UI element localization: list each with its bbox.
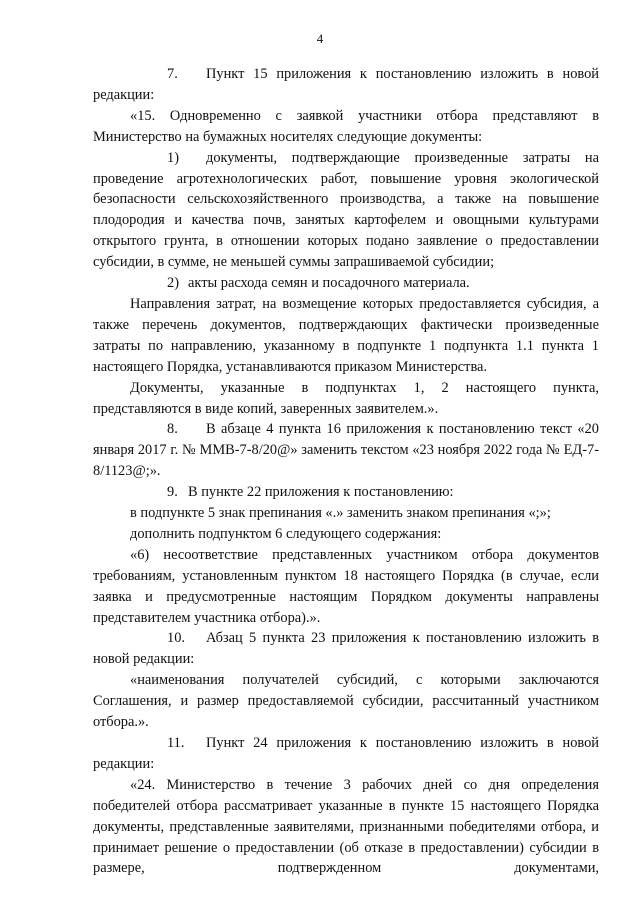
subitem-2: [93, 273, 599, 294]
document-body: [93, 64, 599, 879]
paragraph-9-sub1: в подпункте 5 знак препинания «.» заменить знаком препинания «;»;: [130, 505, 551, 522]
paragraph-text: Абзац 5 пункта 23 приложения к постановлению изложить в новой редакции:: [93, 630, 599, 668]
paragraph-8: [93, 419, 599, 482]
paragraph-10-quote: «наименования получателей субсидий, с которыми заключаются Соглашения, и размер предоставляемой субсидии, рассчитанный участником отбора.».: [93, 672, 599, 731]
paragraph-text: В абзаце 4 пункта 16 приложения к постановлению текст «20 января 2017 г. № ММВ-7-8/20@» заменить текстом «23 ноября 2022 года № ЕД-7-8/1123@;».: [93, 421, 599, 480]
page-number: 4: [316, 31, 324, 46]
paragraph-documents: Документы, указанные в подпунктах 1, 2 настоящего пункта, представляются в виде копий, заверенных заявителем.».: [93, 379, 599, 417]
paragraph-text: Пункт 15 приложения к постановлению изложить в новой редакции:: [93, 66, 599, 103]
paragraph-text: В пункте 22 приложения к постановлению:: [188, 484, 454, 501]
subitem-text: акты расхода семян и посадочного материала.: [188, 275, 470, 292]
paragraph-9-sub2: дополнить подпунктом 6 следующего содержания:: [130, 525, 442, 542]
subitem-number: 1): [167, 149, 179, 166]
paragraph-10: [93, 628, 599, 670]
paragraph-text: Пункт 24 приложения к постановлению изложить в новой редакции:: [93, 735, 599, 772]
item-number: 9.: [167, 484, 178, 501]
paragraph-11: [93, 733, 599, 775]
subitem-text: документы, подтверждающие произведенные затраты на проведение агротехнологических работ, повышение уровня экологической безопасности сельскохозяйственного производства, а также на повышение плодородия и качества почв, занятых картофелем и овощными культурами открытого грунта, в отношении которых подано заявление о предоставлении субсидии, в сумме, не меньшей суммы запрашиваемой субсидии;: [93, 149, 599, 271]
paragraph-7-quote: «15. Одновременно с заявкой участники отбора представляют в Министерство на бумажных носителях следующие документы:: [93, 107, 599, 145]
item-number: 11.: [167, 735, 185, 751]
paragraph-7: [93, 64, 599, 106]
subitem-number: 2): [167, 275, 179, 292]
paragraph-11-quote: «24. Министерство в течение 3 рабочих дней со дня определения победителей отбора рассматривает указанные в пункте 15 настоящего Порядка документы, представленные заявителями, признанными победителями отбора, и принимает решение о предоставлении (об отказе в предоставлении) субсидии в размере, подтвержденном документами,: [93, 776, 599, 877]
paragraph-directions: Направления затрат, на возмещение которых предоставляется субсидия, а также перечень документов, подтверждающих фактически произведенные затраты по направлению, указанному в подпункте 1 подпункта 1.1 пункта 1 настоящего Порядка, устанавливаются приказом Министерства.: [93, 295, 599, 375]
item-number: 10.: [167, 630, 185, 647]
paragraph-9: [93, 482, 599, 503]
item-number: 8.: [167, 421, 178, 438]
paragraph-9-quote: «6) несоответствие представленных участником отбора документов требованиям, установленным пунктом 18 настоящего Порядка (в случае, если заявка и предусмотренные настоящим Порядком документы направлены представителем участника отбора).».: [93, 546, 599, 626]
item-number: 7.: [167, 66, 178, 82]
subitem-1: [93, 148, 599, 273]
